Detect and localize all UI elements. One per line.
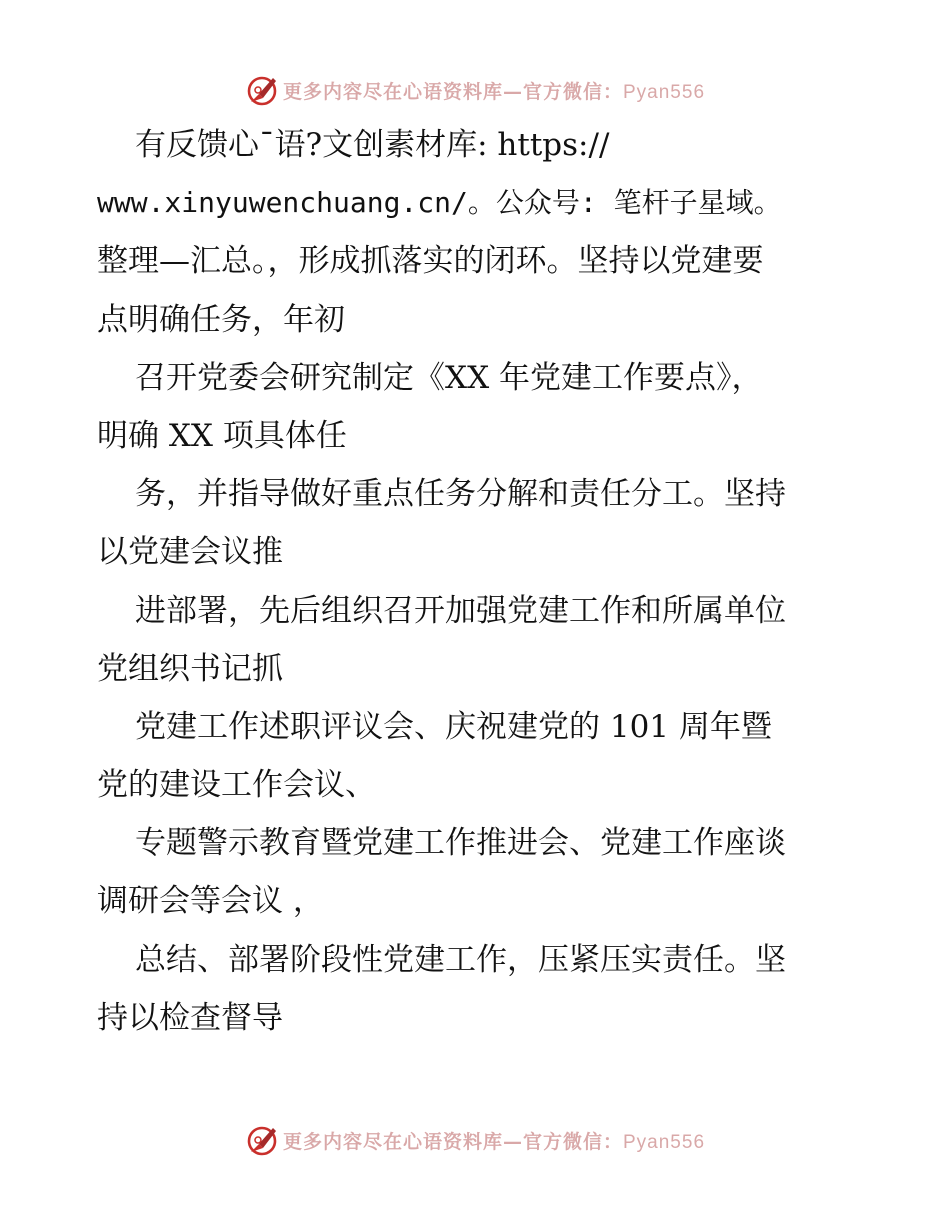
header-banner [0,70,950,110]
text-line-content: 党组织书记抓 [97,650,283,687]
text-line [97,989,857,1047]
header-banner-id: Pyan556 [623,81,706,103]
text-line-content: 进部署，先后组织召开加强党建工作和所属单位 [135,592,786,629]
footer-banner [0,1120,950,1160]
text-line-content: 调研会等会议 ， [97,883,324,920]
text-line [97,116,857,174]
text-line [97,582,857,640]
text-line-content: 明确 XX 项具体任 [97,417,347,454]
header-banner-label: 更多内容尽在心语资料库—官方微信： [282,80,623,103]
text-line-content: 党的建设工作会议、 [97,767,376,804]
document-body [97,116,857,1047]
text-line [97,814,857,872]
text-line [97,931,857,989]
text-line [97,872,857,930]
footer-banner-text [283,1127,705,1154]
brush-logo-icon [245,1123,279,1157]
text-line [97,349,857,407]
text-line [97,291,857,349]
text-line-content: 党建工作述职评议会、庆祝建党的 101 周年暨 [135,708,772,745]
text-line [97,407,857,465]
text-line-content: 总结、部署阶段性党建工作，压紧压实责任。坚 [135,941,786,978]
text-line [97,465,857,523]
text-line [97,232,857,290]
footer-banner-id: Pyan556 [623,1131,706,1153]
text-line-content: 整理—汇总。，形成抓落实的闭环。坚持以党建要 [97,243,764,280]
text-line-content: 有反馈心¯语?文创素材库: https:// [135,127,610,163]
text-line [97,756,857,814]
text-line [97,698,857,756]
header-banner-text [283,77,705,104]
text-line-content: 务，并指导做好重点任务分解和责任分工。坚持 [135,476,786,513]
footer-banner-label: 更多内容尽在心语资料库—官方微信： [282,1130,623,1153]
text-line [97,174,857,232]
text-line-content: 以党建会议推 [97,534,283,571]
text-line-content: 点明确任务，年初 [97,301,345,338]
text-line [97,523,857,581]
text-line-content: 持以检查督导 [97,999,283,1036]
text-line-content: 专题警示教育暨党建工作推进会、党建工作座谈 [135,825,786,862]
text-line [97,640,857,698]
brush-logo-icon [245,73,279,107]
text-line-content: 召开党委会研究制定《XX 年党建工作要点》， [135,359,763,396]
text-line-content: www.xinyuwenchuang.cn/。公众号: 笔杆子星域。 [97,186,782,220]
